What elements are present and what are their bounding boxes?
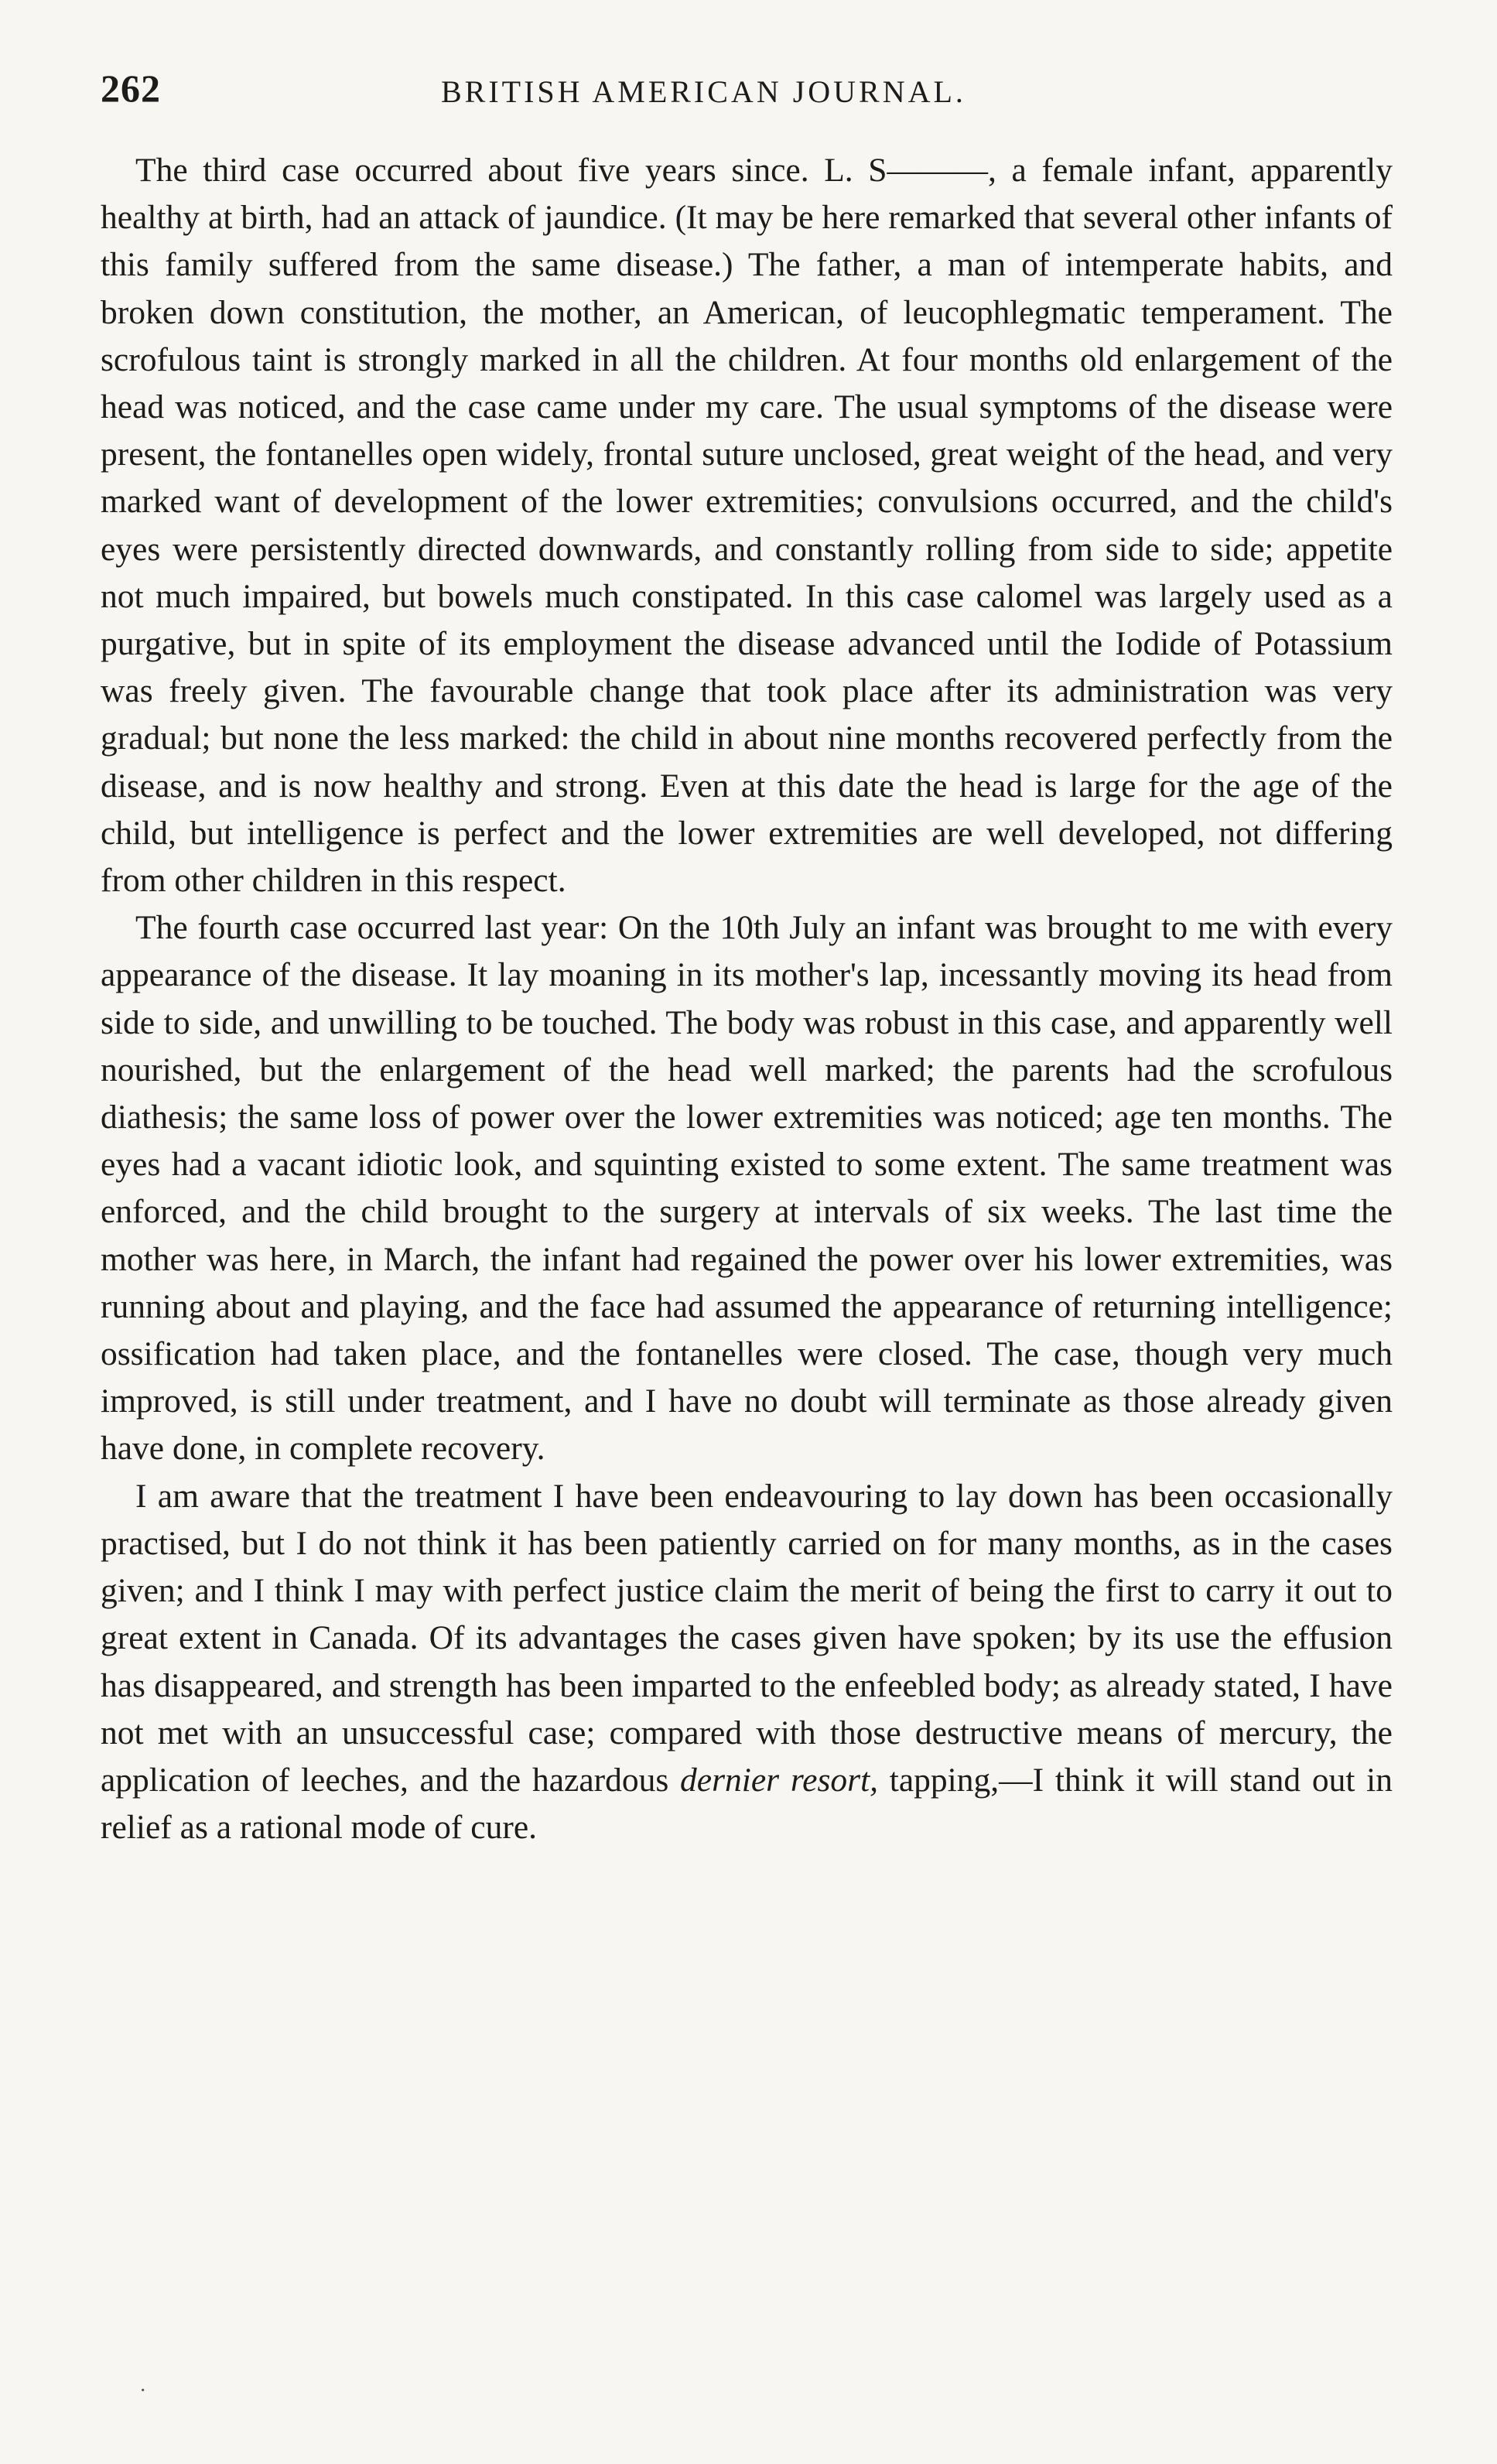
paragraph-third-case: The third case occurred about five years since. L. S———, a female infant, apparently healthy at birth, had an attack of jaundice. (It may be here remarked that several other infants of this family suffered from the same disease.) The father, a man of intemperate habits, and broken down constitution, the mother, an American, of leucophlegmatic temperament. The scrofulous taint is strongly marked in all the children. At four months old enlargement of the head was noticed, and the case came under my care. The usual symptoms of the disease were present, the fontanelles open widely, frontal suture unclosed, great weight of the head, and very marked want of development of the lower extremities; convulsions occurred, and the child's eyes were persistently directed downwards, and constantly rolling from side to side; appetite not much impaired, but bowels much constipated. In this case calomel was largely used as a purgative, but in spite of its employment the disease advanced until the Iodide of Potassium was freely given. The favourable change that took place after its administration was very gradual; but none the less marked: the child in about nine months recovered perfectly from the disease, and is now healthy and strong. Even at this date the head is large for the age of the child, but intelligence is perfect and the lower extremities are well developed, not differing from other children in this respect. [101,152,1393,900]
footer-mark: · [139,2379,147,2403]
italic-phrase: dernier resort, [680,1761,879,1799]
paragraph-fourth-case: The fourth case occurred last year: On the 10th July an infant was brought to me with every appearance of the disease. It lay moaning in its mother's lap, incessantly moving its head from side to side, and unwilling to be touched. The body was robust in this case, and apparently well nourished, but the enlargement of the head well marked; the parents had the scrofulous diathesis; the same loss of power over the lower extremities was noticed; age ten months. The eyes had a vacant idiotic look, and squinting existed to some extent. The same treatment was enforced, and the child brought to the surgery at intervals of six weeks. The last time the mother was here, in March, the infant had regained the power over his lower extremities, was running about and playing, and the face had assumed the appearance of returning intelligence; ossification had taken place, and the fontanelles were closed. The case, though very much improved, is still under treatment, and I have no doubt will terminate as those already given have done, in complete recovery. [101,909,1393,1468]
conclusion-text-after: tapping,—I think it will stand out in relief as a rational mode of cure. [101,1761,1393,1847]
paragraph-conclusion [101,1473,1393,1852]
conclusion-text-before: I am aware that the treatment I have been endeavouring to lay down has been occasionally practised, but I do not think it has been patiently carried on for many months, as in the cases given; and I think I may with perfect justice claim the merit of being the first to carry it out to great extent in Canada. Of its advantages the cases given have spoken; by its use the effusion has disappeared, and strength has been imparted to the enfeebled body; as already stated, I have not met with an unsuccessful case; compared with those destructive means of mercury, the application of leeches, and the hazardous [101,1477,1393,1799]
article-body [101,147,1393,1851]
running-head [101,66,1393,128]
page-number: 262 [101,67,161,110]
journal-title: BRITISH AMERICAN JOURNAL. [441,74,966,109]
